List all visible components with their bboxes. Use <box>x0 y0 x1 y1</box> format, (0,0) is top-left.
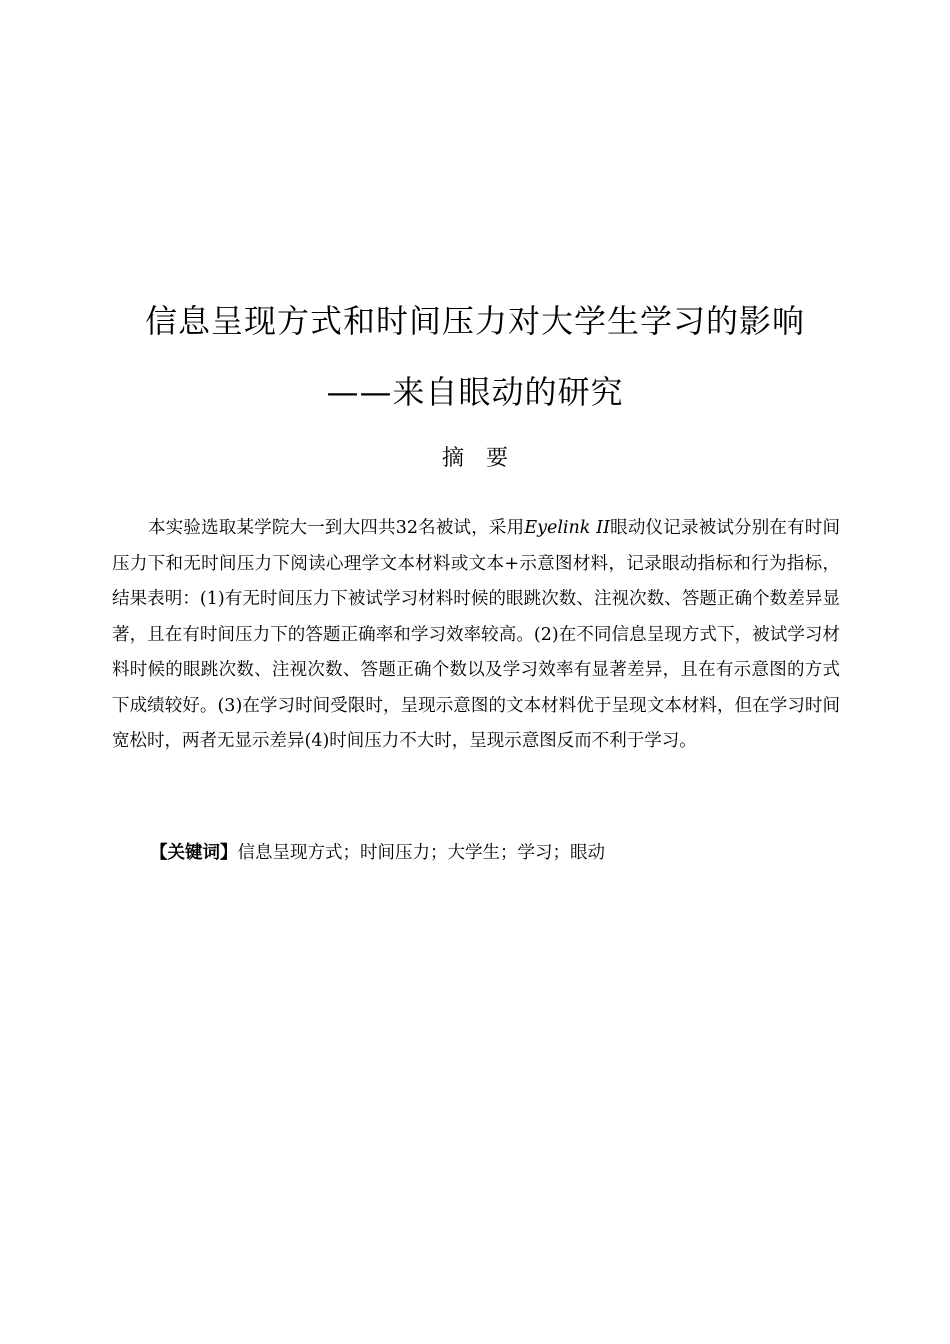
keywords-label: 【关键词】 <box>150 843 238 863</box>
document-title: 信息呈现方式和时间压力对大学生学习的影响 <box>144 302 805 340</box>
document-subtitle: ——来自眼动的研究 <box>326 373 624 411</box>
abstract-text-part1: 本实验选取某学院大一到大四共32名被试，采用 <box>148 518 525 538</box>
keywords-line <box>150 836 840 870</box>
abstract-device-name: Eyelink II <box>524 518 610 538</box>
abstract-heading: 摘 要 <box>441 446 508 471</box>
abstract-text-part2: 眼动仪记录被试分别在有时间压力下和无时间压力下阅读心理学文本材料或文本+示意图材料，记录眼动指标和行为指标，结果表明：(1)有无时间压力下被试学习材料时候的眼跳次数、注视次数、答题正确个数差异显著，且在有时间压力下的答题正确率和学习效率较高。(2)在不同信息呈现方式下，被试学习材料时候的眼跳次数、注视次数、答题正确个数以及学习效率有显著差异，且在有示意图的方式下成绩较好。(3)在学习时间受限时，呈现示意图的文本材料优于呈现文本材料，但在学习时间宽松时，两者无显示差异(4)时间压力不大时，呈现示意图反而不利于学习。 <box>112 518 840 751</box>
abstract-body <box>112 511 840 760</box>
keywords-text: 信息呈现方式；时间压力；大学生；学习；眼动 <box>237 843 605 863</box>
